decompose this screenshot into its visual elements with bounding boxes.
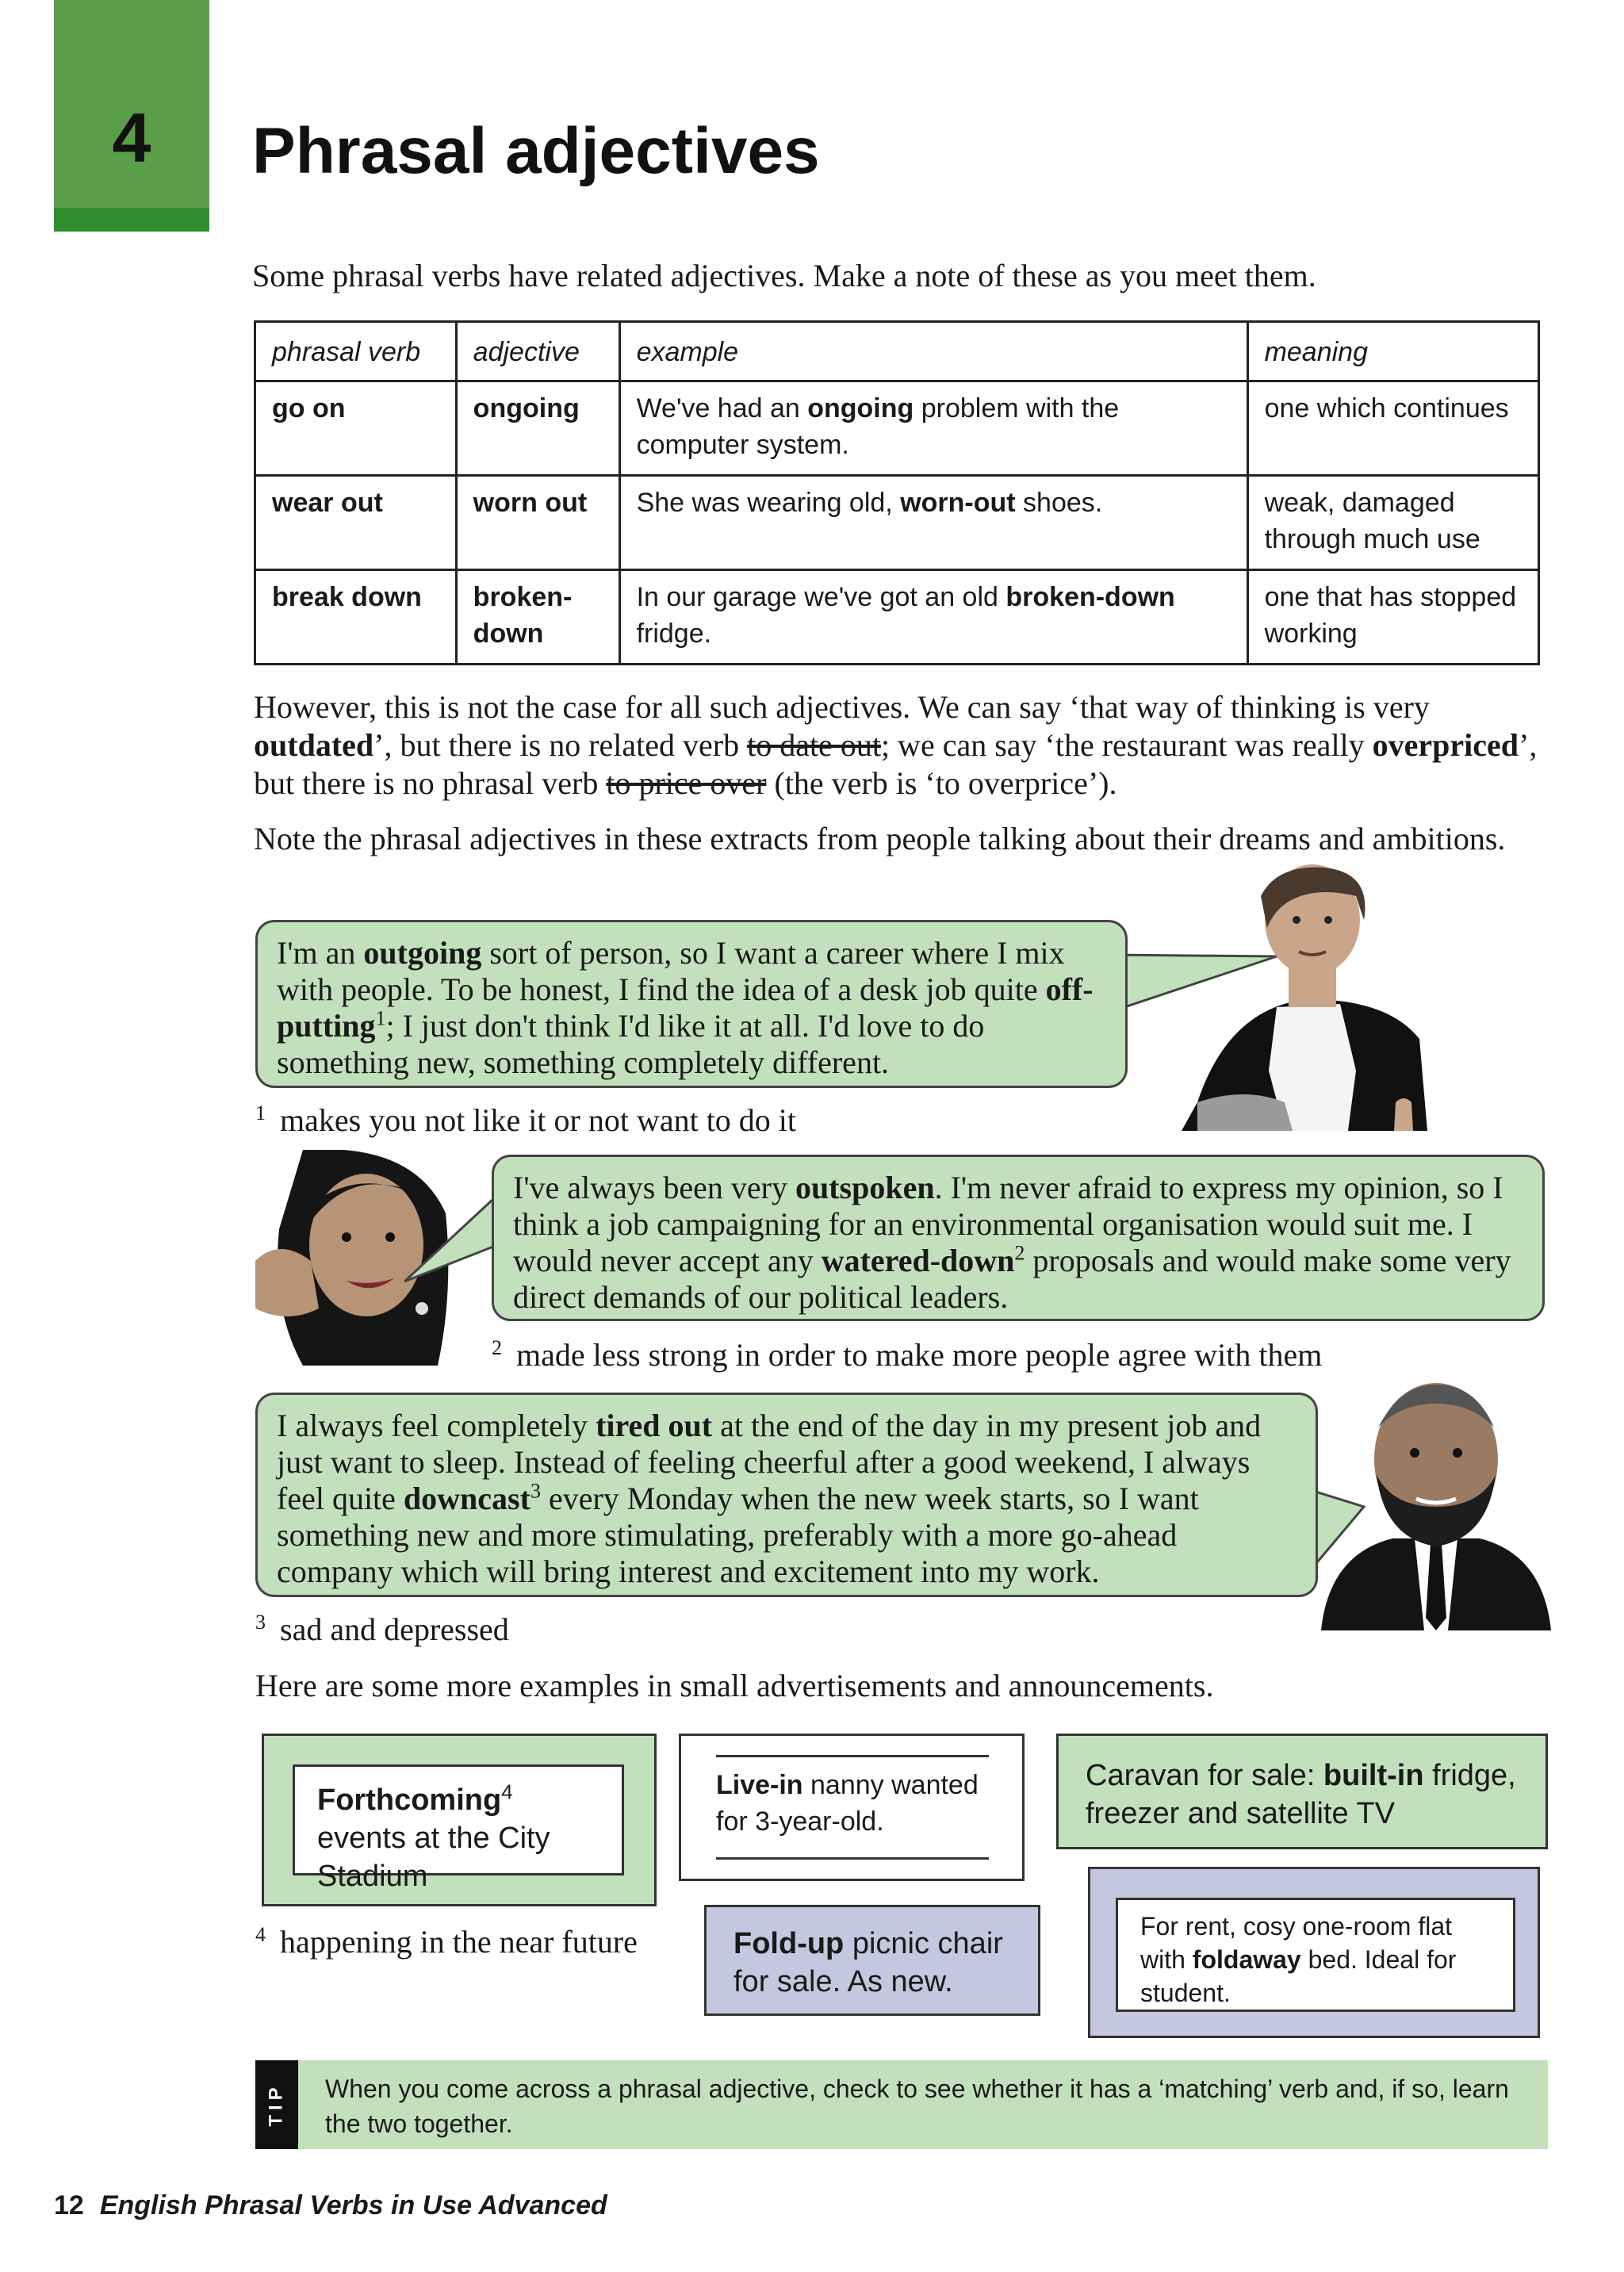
bold-term: off-putting <box>277 971 1094 1044</box>
intro-text: Some phrasal verbs have related adjectives. Make a note of these as you meet them. <box>252 258 1316 293</box>
text: every Monday when the new week starts, so I want something new and more stimulating, preferably with a more go-ahead company which will bring interest and excitement into my work. <box>277 1481 1199 1589</box>
footnote-number: 2 <box>492 1335 502 1359</box>
footnote-marker: 1 <box>375 1006 386 1030</box>
bold-term: overpriced <box>1372 727 1519 763</box>
page-number: 12 <box>54 2190 84 2220</box>
bold-term: outdated <box>254 727 374 763</box>
example-text: fridge. <box>636 619 712 649</box>
text: events at the City Stadium <box>317 1822 550 1893</box>
bold-term: built-in <box>1323 1759 1424 1792</box>
text: fridge, freezer and satellite TV <box>1086 1759 1516 1830</box>
example-bold: worn-out <box>900 488 1016 518</box>
cell-verb: break down <box>255 570 457 665</box>
speech-bubble-tail <box>404 1199 500 1286</box>
phrasal-adjectives-table <box>254 320 1540 665</box>
bold-term: downcast <box>403 1481 530 1516</box>
text: sort of person, so I want a career where I mix with people. To be honest, I find the idea of a desk job quite <box>277 935 1065 1007</box>
ad-inner <box>716 1755 989 1860</box>
footnote-text: made less strong in order to make more people agree with them <box>516 1337 1323 1373</box>
footnote-marker: 2 <box>1014 1241 1025 1265</box>
bold-term: watered-down <box>821 1243 1015 1278</box>
example-text: problem with the computer system. <box>636 393 1120 460</box>
example-text: We've had an <box>636 393 808 423</box>
ad-nanny-wanted <box>679 1734 1025 1881</box>
cell-adjective: broken-down <box>456 570 619 665</box>
footnote-3 <box>255 1611 509 1648</box>
ad-forthcoming-events <box>262 1734 657 1906</box>
cell-verb: wear out <box>255 476 457 570</box>
cell-example <box>619 381 1247 476</box>
footnote-number: 4 <box>255 1922 266 1946</box>
cell-verb: go on <box>255 381 457 476</box>
bold-term: Live-in <box>716 1770 803 1800</box>
text: ; we can say ‘the restaurant was really <box>880 727 1373 763</box>
ad-inner <box>293 1764 624 1893</box>
text: For rent, cosy one-room flat with <box>1140 1912 1453 1974</box>
cell-meaning: one which continues <box>1247 381 1538 476</box>
ad-picnic-chair <box>704 1905 1040 2016</box>
text: ’, but there is no phrasal verb <box>254 727 1538 801</box>
footnote-number: 3 <box>255 1610 266 1634</box>
footnote-text: makes you not like it or not want to do it <box>280 1102 797 1138</box>
page-title: Phrasal adjectives <box>252 115 820 187</box>
ad-flat-for-rent <box>1088 1867 1540 2038</box>
text: ; I just don't think I'd like it at all. I'd love to do something new, something completely different. <box>277 1008 985 1080</box>
text: Caravan for sale: <box>1086 1759 1323 1792</box>
footnote-1 <box>255 1102 796 1139</box>
table-row <box>255 476 1539 570</box>
header-meaning: meaning <box>1247 322 1538 381</box>
cell-adjective: worn out <box>456 476 619 570</box>
speech-bubble-3 <box>255 1393 1318 1597</box>
text: I've always been very <box>513 1170 795 1205</box>
header-example: example <box>619 322 1247 381</box>
tip-label <box>255 2060 298 2149</box>
footnote-text: sad and depressed <box>280 1611 509 1647</box>
text: proposals and would make some very direct demands of our political leaders. <box>513 1243 1511 1315</box>
text: at the end of the day in my present job and just want to sleep. Instead of feeling cheerful after a good weekend, I always feel quite <box>277 1408 1262 1516</box>
text: I always feel completely <box>277 1408 596 1443</box>
footnote-2 <box>492 1337 1322 1374</box>
ad-inner <box>1116 1898 1515 2012</box>
speech-bubble-2 <box>492 1155 1545 1321</box>
text: . I'm never afraid to express my opinion, so I think a job campaigning for an environmental organisation would suit me. I would never accept any <box>513 1170 1503 1278</box>
cell-meaning: one that has stopped working <box>1247 570 1538 665</box>
example-bold: broken-down <box>1005 582 1175 612</box>
bold-term: tired out <box>596 1408 713 1443</box>
cell-example <box>619 476 1247 570</box>
text: I'm an <box>277 935 364 971</box>
bold-term: foldaway <box>1192 1945 1301 1974</box>
note-paragraph: Note the phrasal adjectives in these extracts from people talking about their dreams and ambitions. <box>254 821 1506 856</box>
cell-meaning: weak, damaged through much use <box>1247 476 1538 570</box>
book-title: English Phrasal Verbs in Use Advanced <box>99 2190 607 2220</box>
struck-term: to date out <box>747 727 881 763</box>
ad-caravan-for-sale <box>1056 1734 1548 1849</box>
page-footer <box>54 2190 607 2221</box>
text: However, this is not the case for all such adjectives. We can say ‘that way of thinking is very <box>254 689 1430 725</box>
example-text: shoes. <box>1015 488 1103 518</box>
footnote-marker: 4 <box>501 1780 513 1804</box>
bearded-man-illustration <box>1321 1380 1551 1630</box>
cell-example <box>619 570 1247 665</box>
text: nanny wanted for 3-year-old. <box>716 1770 979 1837</box>
table-row <box>255 381 1539 476</box>
bold-term: outspoken <box>795 1170 935 1205</box>
ads-intro: Here are some more examples in small advertisements and announcements. <box>255 1668 1214 1703</box>
example-text: In our garage we've got an old <box>636 582 1006 612</box>
bold-term: Fold-up <box>733 1927 845 1960</box>
table-row <box>255 570 1539 665</box>
footnote-4 <box>255 1924 638 1960</box>
text: bed. Ideal for student. <box>1140 1945 1457 2007</box>
struck-term: to price over <box>606 765 767 801</box>
header-adjective: adjective <box>456 322 619 381</box>
text: ’, but there is no related verb <box>373 727 748 763</box>
unit-number: 4 <box>112 98 151 177</box>
text: picnic chair for sale. As new. <box>733 1927 1003 1998</box>
speech-bubble-1 <box>255 920 1128 1088</box>
example-text: She was wearing old, <box>636 488 901 518</box>
young-man-illustration <box>1166 864 1435 1131</box>
cell-adjective: ongoing <box>456 381 619 476</box>
header-phrasal-verb: phrasal verb <box>255 322 457 381</box>
unit-tab-bar <box>54 208 209 232</box>
table-header-row <box>255 322 1539 381</box>
bold-term: outgoing <box>363 935 482 971</box>
tip-label-text: TIP <box>266 2082 287 2127</box>
tip-text: When you come across a phrasal adjective, check to see whether it has a ‘matching’ verb and, if so, learn the two together. <box>325 2075 1509 2138</box>
however-paragraph <box>254 688 1554 803</box>
example-bold: ongoing <box>807 393 914 423</box>
footnote-number: 1 <box>255 1101 266 1125</box>
text: (the verb is ‘to overprice’). <box>766 765 1117 801</box>
footnote-text: happening in the near future <box>280 1924 638 1960</box>
bold-term: Forthcoming <box>317 1784 502 1817</box>
footnote-marker: 3 <box>530 1479 541 1503</box>
